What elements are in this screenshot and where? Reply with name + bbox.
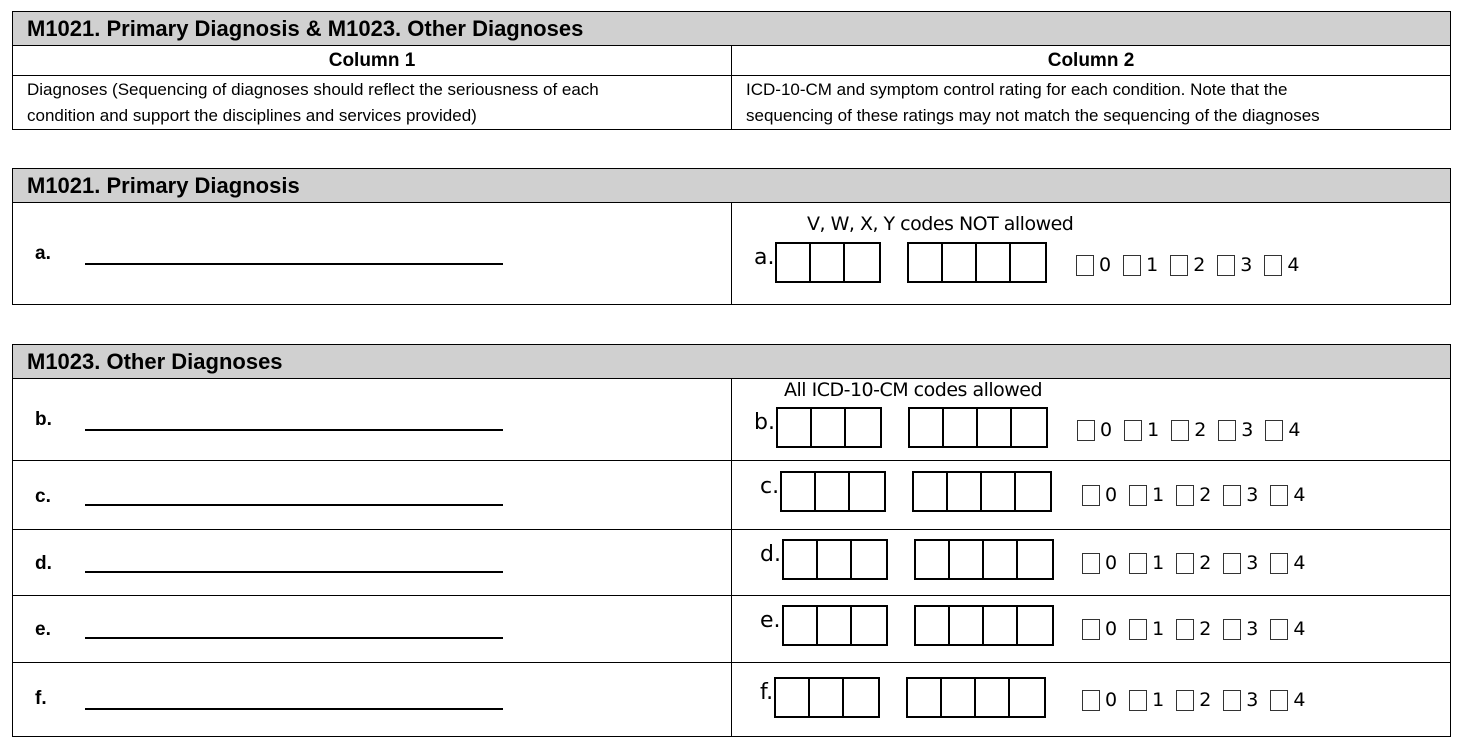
rating-label: 1 — [1146, 254, 1159, 276]
diagnosis-e-cell — [13, 596, 732, 662]
rating-option-1[interactable] — [1124, 419, 1159, 441]
rating-option-0[interactable] — [1077, 419, 1112, 441]
rating-label: 2 — [1199, 618, 1212, 640]
code-char-box[interactable] — [818, 607, 852, 644]
rating-checkbox[interactable] — [1223, 690, 1241, 711]
code-char-box[interactable] — [950, 607, 984, 644]
rating-option-2[interactable] — [1176, 552, 1211, 574]
rating-checkbox[interactable] — [1171, 420, 1189, 441]
rating-checkbox[interactable] — [1270, 553, 1288, 574]
diagnosis-b-cell — [13, 379, 732, 460]
rating-option-0[interactable] — [1082, 552, 1117, 574]
rating-option-3[interactable] — [1223, 552, 1258, 574]
rating-label: 2 — [1193, 254, 1206, 276]
rating-options — [1082, 552, 1317, 574]
code-d-cell — [732, 530, 1450, 595]
code-letter: d. — [760, 542, 781, 567]
code-part-1 — [780, 471, 886, 512]
codes-note: All ICD-10-CM codes allowed — [784, 379, 1043, 401]
code-part-1 — [776, 407, 882, 448]
code-char-box[interactable] — [776, 679, 810, 716]
row-letter: e. — [35, 619, 51, 640]
rating-option-1[interactable] — [1129, 552, 1164, 574]
rating-label: 0 — [1100, 419, 1113, 441]
rating-options — [1082, 618, 1317, 640]
rating-checkbox[interactable] — [1129, 690, 1147, 711]
code-char-box[interactable] — [1016, 473, 1050, 510]
code-char-box[interactable] — [943, 244, 977, 281]
rating-label: 0 — [1105, 689, 1118, 711]
rating-checkbox[interactable] — [1082, 485, 1100, 506]
code-f-cell — [732, 663, 1450, 736]
code-char-box[interactable] — [845, 244, 879, 281]
code-char-box[interactable] — [977, 244, 1011, 281]
code-char-box[interactable] — [784, 607, 818, 644]
section-title: M1023. Other Diagnoses — [13, 345, 1450, 379]
code-char-box[interactable] — [852, 607, 886, 644]
code-part-2 — [914, 605, 1054, 646]
rating-label: 1 — [1152, 552, 1165, 574]
rating-option-2[interactable] — [1176, 689, 1211, 711]
rating-label: 0 — [1105, 484, 1118, 506]
code-char-box[interactable] — [852, 541, 886, 578]
code-char-box[interactable] — [910, 409, 944, 446]
code-letter: a. — [754, 245, 775, 270]
code-char-box[interactable] — [909, 244, 943, 281]
column1-header: Column 1 — [13, 46, 732, 75]
code-char-box[interactable] — [777, 244, 811, 281]
code-char-box[interactable] — [1011, 244, 1045, 281]
rating-checkbox[interactable] — [1270, 485, 1288, 506]
rating-options — [1077, 419, 1312, 441]
rating-checkbox[interactable] — [1176, 619, 1194, 640]
rating-checkbox[interactable] — [1076, 255, 1094, 276]
rating-checkbox[interactable] — [1217, 255, 1235, 276]
row-letter: f. — [35, 688, 47, 709]
rating-label: 4 — [1293, 552, 1306, 574]
rating-option-2[interactable] — [1170, 254, 1205, 276]
rating-label: 0 — [1105, 618, 1118, 640]
rating-label: 4 — [1293, 484, 1306, 506]
code-char-box[interactable] — [778, 409, 812, 446]
code-char-box[interactable] — [914, 473, 948, 510]
row-letter: c. — [35, 486, 51, 507]
row-letter: b. — [35, 409, 52, 430]
rating-checkbox[interactable] — [1082, 553, 1100, 574]
code-char-box[interactable] — [1018, 607, 1052, 644]
rating-label: 3 — [1241, 419, 1254, 441]
rating-option-0[interactable] — [1076, 254, 1111, 276]
rating-label: 3 — [1246, 689, 1259, 711]
rating-option-4[interactable] — [1270, 552, 1305, 574]
rating-checkbox[interactable] — [1270, 619, 1288, 640]
rating-option-3[interactable] — [1217, 254, 1252, 276]
code-part-1 — [782, 605, 888, 646]
rating-checkbox[interactable] — [1176, 485, 1194, 506]
icd-code-c — [760, 471, 1052, 512]
rating-option-4[interactable] — [1270, 618, 1305, 640]
rating-checkbox[interactable] — [1170, 255, 1188, 276]
rating-checkbox[interactable] — [1176, 690, 1194, 711]
column2-header: Column 2 — [1047, 50, 1135, 71]
row-letter: d. — [35, 553, 52, 574]
rating-label: 4 — [1287, 254, 1300, 276]
rating-option-2[interactable] — [1171, 419, 1206, 441]
diagnosis-c-cell — [13, 461, 732, 529]
diagnosis-d-input-line[interactable] — [85, 571, 503, 573]
icd-code-e — [760, 605, 1054, 646]
other-diagnoses-table — [12, 344, 1451, 737]
rating-label: 0 — [1105, 552, 1118, 574]
rating-label: 3 — [1246, 552, 1259, 574]
rating-checkbox[interactable] — [1270, 690, 1288, 711]
code-part-1 — [775, 242, 881, 283]
code-letter: f. — [760, 680, 774, 705]
section-title: M1021. Primary Diagnosis & M1023. Other Diagnoses — [13, 12, 1450, 46]
code-a-cell — [732, 203, 1450, 304]
rating-label: 4 — [1293, 689, 1306, 711]
rating-label: 1 — [1152, 618, 1165, 640]
code-char-box[interactable] — [984, 541, 1018, 578]
rating-options — [1082, 484, 1317, 506]
rating-checkbox[interactable] — [1223, 485, 1241, 506]
code-char-box[interactable] — [950, 541, 984, 578]
code-char-box[interactable] — [784, 541, 818, 578]
code-char-box[interactable] — [984, 607, 1018, 644]
rating-label: 4 — [1288, 419, 1301, 441]
rating-checkbox[interactable] — [1077, 420, 1095, 441]
diagnosis-a-input-line[interactable] — [85, 263, 503, 265]
rating-checkbox[interactable] — [1123, 255, 1141, 276]
code-char-box[interactable] — [908, 679, 942, 716]
code-char-box[interactable] — [850, 473, 884, 510]
rating-checkbox[interactable] — [1264, 255, 1282, 276]
rating-label: 2 — [1199, 689, 1212, 711]
rating-label: 3 — [1240, 254, 1253, 276]
rating-label: 1 — [1152, 484, 1165, 506]
diagnosis-d-cell — [13, 530, 732, 595]
rating-option-3[interactable] — [1223, 618, 1258, 640]
code-part-2 — [907, 242, 1047, 283]
code-char-box[interactable] — [782, 473, 816, 510]
rating-option-1[interactable] — [1129, 484, 1164, 506]
code-part-2 — [912, 471, 1052, 512]
rating-checkbox[interactable] — [1124, 420, 1142, 441]
rating-label: 2 — [1199, 484, 1212, 506]
rating-checkbox[interactable] — [1082, 619, 1100, 640]
code-part-2 — [914, 539, 1054, 580]
diagnosis-a-cell — [13, 203, 732, 304]
code-char-box[interactable] — [982, 473, 1016, 510]
code-char-box[interactable] — [944, 409, 978, 446]
diagnosis-f-input-line[interactable] — [85, 708, 503, 710]
code-char-box[interactable] — [916, 541, 950, 578]
code-letter: e. — [760, 608, 781, 633]
rating-checkbox[interactable] — [1129, 485, 1147, 506]
rating-option-4[interactable] — [1265, 419, 1300, 441]
code-part-2 — [908, 407, 1048, 448]
icd-code-f — [760, 677, 1046, 718]
diagnosis-c-input-line[interactable] — [85, 504, 503, 506]
rating-option-3[interactable] — [1218, 419, 1253, 441]
primary-diagnosis-table — [12, 168, 1451, 305]
codes-note: V, W, X, Y codes NOT allowed — [807, 213, 1074, 235]
rating-options — [1076, 254, 1311, 276]
rating-label: 3 — [1246, 618, 1259, 640]
code-char-box[interactable] — [812, 409, 846, 446]
code-e-cell — [732, 596, 1450, 662]
code-char-box[interactable] — [1018, 541, 1052, 578]
code-b-cell — [732, 379, 1450, 460]
code-part-2 — [906, 677, 1046, 718]
code-c-cell — [732, 461, 1450, 529]
rating-checkbox[interactable] — [1129, 553, 1147, 574]
rating-option-3[interactable] — [1223, 484, 1258, 506]
rating-option-0[interactable] — [1082, 689, 1117, 711]
code-part-1 — [774, 677, 880, 718]
row-letter: a. — [35, 243, 51, 264]
rating-option-4[interactable] — [1270, 484, 1305, 506]
rating-option-0[interactable] — [1082, 484, 1117, 506]
rating-checkbox[interactable] — [1129, 619, 1147, 640]
rating-option-4[interactable] — [1264, 254, 1299, 276]
code-char-box[interactable] — [818, 541, 852, 578]
rating-checkbox[interactable] — [1082, 690, 1100, 711]
code-char-box[interactable] — [976, 679, 1010, 716]
code-char-box[interactable] — [1012, 409, 1046, 446]
rating-label: 1 — [1147, 419, 1160, 441]
diagnoses-header-table — [12, 11, 1451, 130]
rating-option-3[interactable] — [1223, 689, 1258, 711]
diagnosis-f-cell — [13, 663, 732, 736]
rating-option-0[interactable] — [1082, 618, 1117, 640]
rating-checkbox[interactable] — [1218, 420, 1236, 441]
rating-label: 4 — [1293, 618, 1306, 640]
code-char-box[interactable] — [844, 679, 878, 716]
rating-options — [1082, 689, 1317, 711]
rating-checkbox[interactable] — [1265, 420, 1283, 441]
rating-label: 2 — [1199, 552, 1212, 574]
rating-option-4[interactable] — [1270, 689, 1305, 711]
diagnosis-b-input-line[interactable] — [85, 429, 503, 431]
rating-checkbox[interactable] — [1176, 553, 1194, 574]
rating-option-1[interactable] — [1123, 254, 1158, 276]
code-char-box[interactable] — [948, 473, 982, 510]
diagnosis-e-input-line[interactable] — [85, 637, 503, 639]
column1-description: Diagnoses (Sequencing of diagnoses should reflect the seriousness of each condition and support the disciplines and services provided) — [13, 76, 732, 129]
rating-label: 2 — [1194, 419, 1207, 441]
rating-checkbox[interactable] — [1223, 619, 1241, 640]
rating-option-1[interactable] — [1129, 618, 1164, 640]
code-char-box[interactable] — [810, 679, 844, 716]
code-char-box[interactable] — [811, 244, 845, 281]
rating-option-2[interactable] — [1176, 618, 1211, 640]
rating-label: 0 — [1099, 254, 1112, 276]
code-char-box[interactable] — [1010, 679, 1044, 716]
icd-code-d — [760, 539, 1054, 580]
code-char-box[interactable] — [978, 409, 1012, 446]
rating-option-2[interactable] — [1176, 484, 1211, 506]
code-char-box[interactable] — [816, 473, 850, 510]
rating-label: 1 — [1152, 689, 1165, 711]
rating-label: 3 — [1246, 484, 1259, 506]
rating-option-1[interactable] — [1129, 689, 1164, 711]
rating-checkbox[interactable] — [1223, 553, 1241, 574]
code-char-box[interactable] — [942, 679, 976, 716]
code-letter: c. — [760, 474, 780, 499]
icd-code-a — [754, 242, 1047, 283]
code-letter: b. — [754, 410, 775, 435]
icd-code-b — [754, 407, 1048, 448]
column2-description: ICD-10-CM and symptom control rating for each condition. Note that the sequencing of these ratings may not match the sequencing of the diagnoses — [746, 80, 1320, 125]
code-char-box[interactable] — [916, 607, 950, 644]
section-title: M1021. Primary Diagnosis — [13, 169, 1450, 203]
code-part-1 — [782, 539, 888, 580]
code-char-box[interactable] — [846, 409, 880, 446]
